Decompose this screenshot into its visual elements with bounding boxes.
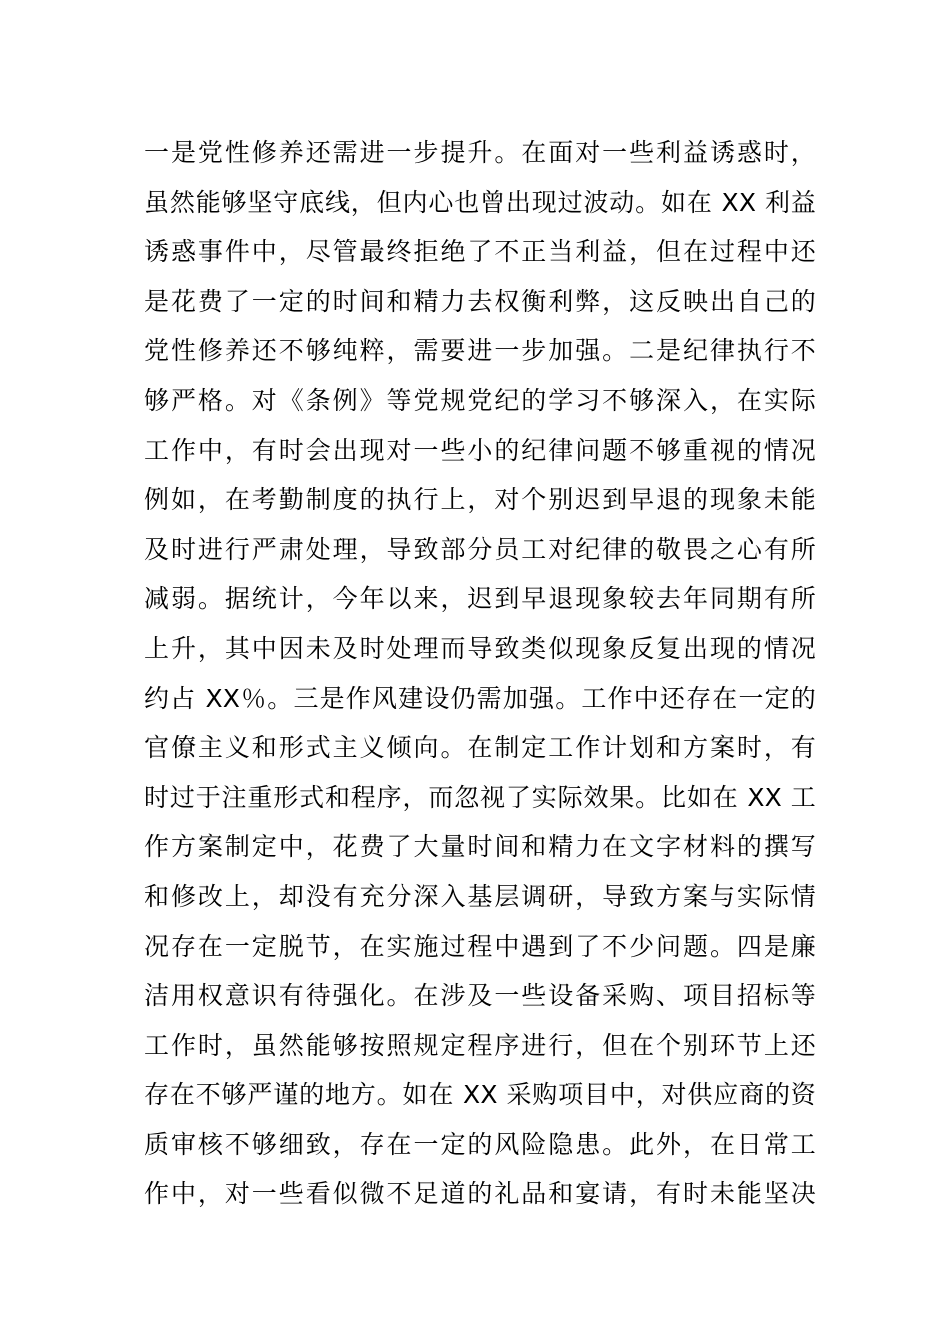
text-line: 官僚主义和形式主义倾向。在制定工作计划和方案时，有 (144, 733, 816, 763)
text-line: 作中，对一些看似微不足道的礼品和宴请，有时未能坚决 (144, 1179, 816, 1209)
text-line: 上升，其中因未及时处理而导致类似现象反复出现的情况 (144, 633, 816, 663)
text-line: 诱惑事件中，尽管最终拒绝了不正当利益，但在过程中还 (144, 237, 816, 267)
text-line: 况存在一定脱节，在实施过程中遇到了不少问题。四是廉 (144, 931, 816, 961)
text-line: 及时进行严肃处理，导致部分员工对纪律的敬畏之心有所 (144, 534, 816, 564)
text-line: 质审核不够细致，存在一定的风险隐患。此外，在日常工 (144, 1129, 816, 1159)
text-line: 和修改上，却没有充分深入基层调研，导致方案与实际情 (144, 881, 816, 911)
text-line: 虽然能够坚守底线，但内心也曾出现过波动。如在 XX 利益 (144, 187, 816, 217)
text-line: 约占 XX％。三是作风建设仍需加强。工作中还存在一定的 (144, 683, 816, 713)
text-line: 减弱。据统计，今年以来，迟到早退现象较去年同期有所 (144, 584, 816, 614)
text-line: 例如，在考勤制度的执行上，对个别迟到早退的现象未能 (144, 485, 816, 515)
body-paragraph (144, 128, 816, 1219)
text-line: 一是党性修养还需进一步提升。在面对一些利益诱惑时， (144, 138, 816, 167)
text-line: 够严格。对《条例》等党规党纪的学习不够深入，在实际 (144, 385, 816, 415)
text-line: 洁用权意识有待强化。在涉及一些设备采购、项目招标等 (144, 981, 816, 1011)
text-line: 工作时，虽然能够按照规定程序进行，但在个别环节上还 (144, 1030, 816, 1060)
text-line: 是花费了一定的时间和精力去权衡利弊，这反映出自己的 (144, 286, 816, 316)
text-line: 工作中，有时会出现对一些小的纪律问题不够重视的情况 (144, 435, 816, 465)
text-line: 作方案制定中，花费了大量时间和精力在文字材料的撰写 (144, 832, 816, 862)
text-line: 存在不够严谨的地方。如在 XX 采购项目中，对供应商的资 (144, 1080, 816, 1110)
text-line: 党性修养还不够纯粹，需要进一步加强。二是纪律执行不 (144, 336, 816, 366)
text-line: 时过于注重形式和程序，而忽视了实际效果。比如在 XX 工 (144, 782, 816, 812)
